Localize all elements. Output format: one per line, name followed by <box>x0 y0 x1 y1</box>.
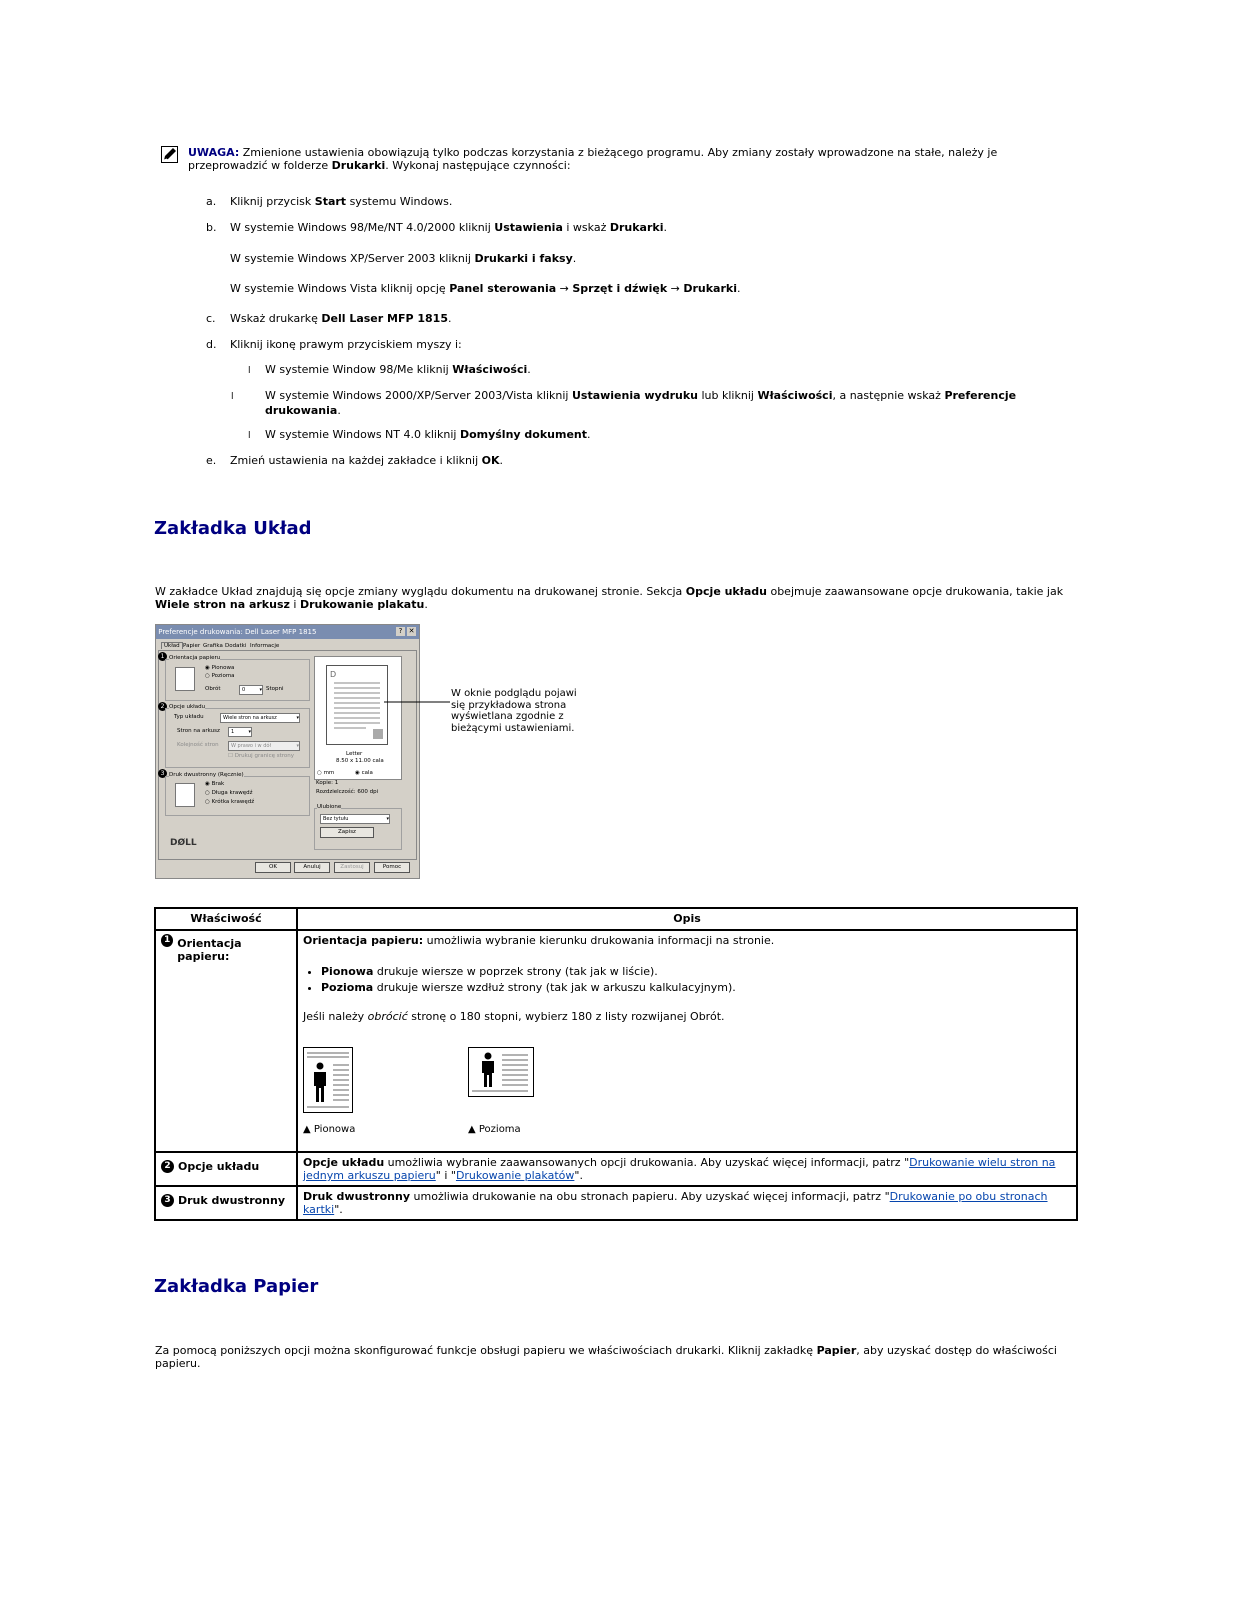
callout-line <box>384 701 450 703</box>
preview-page-icon <box>326 665 388 745</box>
link-duplex[interactable]: Drukowanie po obu stronach kartki <box>303 1190 1048 1216</box>
radio-unit-inch[interactable]: ◉ cala <box>355 770 373 776</box>
favorites-select[interactable]: Bez tytułu ▾ <box>320 814 390 824</box>
row-orientation-property: 1 Orientacja papieru: <box>155 930 297 1152</box>
duplex-page-icon <box>175 783 195 807</box>
callout-number-icon: 1 <box>161 934 173 947</box>
properties-table <box>154 907 1078 1221</box>
row-layout-property: 2 Opcje układu <box>155 1152 297 1186</box>
preview-callout-text: W oknie podglądu pojawi się przykładowa strona wyświetlana zgodnie z bieżącymi ustawieniami. <box>451 688 577 734</box>
tab-dodatki[interactable]: Dodatki <box>225 643 247 649</box>
print-border-checkbox[interactable]: ☐ Drukuj granicę strony <box>228 753 295 759</box>
page-order-select[interactable]: W prawo i w dół ▾ <box>228 741 300 751</box>
list-item: l W systemie Window 98/Me kliknij Właściwości. <box>248 363 531 376</box>
landscape-caption: ▲ Pozioma <box>468 1124 521 1135</box>
step-b: b. W systemie Windows 98/Me/NT 4.0/2000 kliknij Ustawienia i wskaż Drukarki. <box>206 221 667 234</box>
preview-paper-size: Letter <box>346 751 363 757</box>
step-a: a. Kliknij przycisk Start systemu Windows. <box>206 195 453 208</box>
step-b-xp: W systemie Windows XP/Server 2003 kliknij Drukarki i faksy. <box>230 252 577 265</box>
note-pencil-icon <box>161 146 178 163</box>
radio-unit-mm[interactable]: ○ mm <box>317 770 335 776</box>
svg-text:D: D <box>330 670 337 679</box>
section-heading-papier: Zakładka Papier <box>154 1276 319 1297</box>
link-posters[interactable]: Drukowanie plakatów <box>455 1169 575 1182</box>
page-order-label: Kolejność stron <box>177 742 219 748</box>
table-header-property: Właściwość <box>155 908 297 930</box>
pages-per-sheet-label: Stron na arkusz <box>177 728 220 734</box>
section-paragraph: Za pomocą poniższych opcji można skonfigurować funkcje obsługi papieru we właściwościach drukarki. Kliknij zakładkę Papier, aby uzyskać dostęp do właściwości papieru. <box>155 1344 1057 1370</box>
layout-group-label: Opcje układu <box>169 704 206 710</box>
dell-logo: DØLL <box>170 838 197 848</box>
table-row <box>155 930 1077 1152</box>
section-paragraph: W zakładce Układ znajdują się opcje zmiany wyglądu dokumentu na drukowanej stronie. Sekcja Opcje układu obejmuje zaawansowane opcje drukowania, takie jak Wiele stron na arkusz i Drukowanie plakatu. <box>155 585 1064 611</box>
callout-number-icon: 3 <box>161 1194 174 1207</box>
preview-copies: Kopie: 1 <box>316 780 339 786</box>
print-preferences-dialog <box>155 624 420 879</box>
tab-grafika[interactable]: Grafika <box>203 643 223 649</box>
radio-pozioma[interactable]: ○ Pozioma <box>205 673 235 679</box>
note-text: UWAGA: Zmienione ustawienia obowiązują tylko podczas korzystania z bieżącego programu. Aby zmiany zostały wprowadzone na stałe, należy je przeprowadzić w folderze Drukarki. Wykonaj następujące czynności: <box>188 146 998 172</box>
tab-uklad[interactable]: Układ <box>161 642 183 649</box>
tab-informacje[interactable]: Informacje <box>250 643 280 649</box>
table-row <box>155 1186 1077 1220</box>
portrait-page-icon <box>303 1047 353 1113</box>
callout-number-2: 2 <box>158 702 167 711</box>
apply-button[interactable]: Zastosuj <box>334 862 370 873</box>
pages-per-sheet-select[interactable]: 1 ▾ <box>228 727 252 737</box>
callout-number-3: 3 <box>158 769 167 778</box>
step-d: d. Kliknij ikonę prawym przyciskiem myszy i: <box>206 338 462 351</box>
row-layout-description: Opcje układu umożliwia wybranie zaawansowanych opcji drukowania. Aby uzyskać więcej informacji, patrz "Drukowanie wielu stron na jednym arkuszu papieru" i "Drukowanie plakatów". <box>297 1152 1077 1186</box>
radio-krotka-krawedz[interactable]: ○ Krótka krawędź <box>205 799 255 805</box>
rotation-unit: Stopni <box>266 686 284 692</box>
orientation-page-icon <box>175 667 195 691</box>
ok-button[interactable]: OK <box>255 862 291 873</box>
portrait-caption: ▲ Pionowa <box>303 1124 356 1135</box>
rotation-label: Obrót <box>205 686 221 692</box>
duplex-group-label: Druk dwustronny (Ręcznie) <box>169 772 244 778</box>
step-c: c. Wskaż drukarkę Dell Laser MFP 1815. <box>206 312 452 325</box>
radio-pionowa[interactable]: ◉ Pionowa <box>205 665 235 671</box>
row-duplex-description: Druk dwustronny umożliwia drukowanie na obu stronach papieru. Aby uzyskać więcej informacji, patrz "Drukowanie po obu stronach kartki". <box>297 1186 1077 1220</box>
row-duplex-property: 3 Druk dwustronny <box>155 1186 297 1220</box>
landscape-page-icon <box>468 1047 534 1097</box>
link-multiple-pages[interactable]: Drukowanie wielu stron na jednym arkuszu papieru <box>303 1156 1056 1182</box>
callout-number-icon: 2 <box>161 1160 174 1173</box>
close-icon[interactable]: ✕ <box>408 627 415 635</box>
radio-brak[interactable]: ◉ Brak <box>205 781 225 787</box>
preview-paper-dims: 8.50 x 11.00 cala <box>336 758 384 764</box>
callout-number-1: 1 <box>158 652 167 661</box>
list-item: • Pionowa drukuje wiersze w poprzek strony (tak jak w liście). <box>321 965 1071 978</box>
step-b-vista: W systemie Windows Vista kliknij opcję Panel sterowania → Sprzęt i dźwięk → Drukarki. <box>230 282 741 295</box>
list-item: • Pozioma drukuje wiersze wzdłuż strony (tak jak w arkuszu kalkulacyjnym). <box>321 981 1071 994</box>
step-e: e. Zmień ustawienia na każdej zakładce i kliknij OK. <box>206 454 503 467</box>
dialog-title-bar: Preferencje drukowania: Dell Laser MFP 1815 ✕ ? <box>156 625 419 639</box>
layout-type-select[interactable]: Wiele stron na arkusz ▾ <box>220 713 300 723</box>
section-heading-uklad: Zakładka Układ <box>154 518 312 539</box>
help-icon[interactable]: ? <box>396 627 405 636</box>
rotation-select[interactable]: 0 ▾ <box>239 685 263 695</box>
favorites-group-label: Ulubione <box>317 804 342 810</box>
table-header-description: Opis <box>297 908 1077 930</box>
orientation-group-label: Orientacja papieru <box>169 655 221 661</box>
layout-type-label: Typ układu <box>174 714 204 720</box>
favorites-save-button[interactable]: Zapisz <box>320 827 374 838</box>
tab-papier[interactable]: Papier <box>183 643 201 649</box>
help-button[interactable]: Pomoc <box>374 862 410 873</box>
list-item: l W systemie Windows NT 4.0 kliknij Domyślny dokument. <box>248 428 591 441</box>
list-item: l W systemie Windows 2000/XP/Server 2003/Vista kliknij Ustawienia wydruku lub kliknij Właściwości, a następnie wskaż Preferencje drukowania. <box>231 389 1017 417</box>
radio-dluga-krawedz[interactable]: ○ Długa krawędź <box>205 790 253 796</box>
table-row <box>155 1152 1077 1186</box>
preview-resolution: Rozdzielczość: 600 dpi <box>316 789 379 795</box>
row-orientation-description: Orientacja papieru: umożliwia wybranie kierunku drukowania informacji na stronie. • Pionowa drukuje wiersze w poprzek strony (tak jak w liście). • Pozioma drukuje wiersze wzdłuż strony (tak jak w arkuszu kalkulacyjnym). Jeśli należy obrócić stronę o 180 stopni, wybierz 180 z listy rozwijanej Obrót. ▲ Pionowa ▲ Pozioma <box>297 930 1077 1152</box>
cancel-button[interactable]: Anuluj <box>294 862 330 873</box>
